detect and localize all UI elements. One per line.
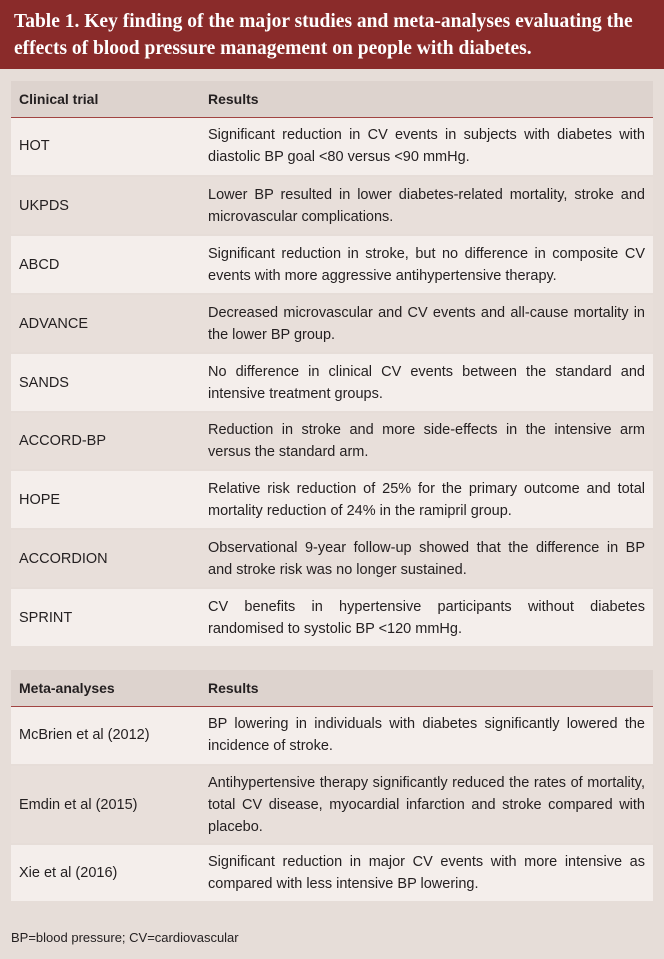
row-name-cell: SANDS: [11, 353, 200, 412]
table-row: [11, 529, 653, 588]
row-name-cell: ACCORD-BP: [11, 412, 200, 470]
row-name-cell: SPRINT: [11, 588, 200, 647]
row-result-cell: No difference in clinical CV events between the standard and intensive treatment groups.: [200, 353, 653, 412]
meta-analyses-table: [11, 670, 653, 903]
row-name-cell: HOPE: [11, 470, 200, 529]
clinical-trials-table: [11, 81, 653, 648]
column-header-clinical-trial: Clinical trial: [11, 81, 200, 117]
column-header-results: Results: [200, 81, 653, 117]
column-header-results: Results: [200, 670, 653, 706]
table-row: [11, 706, 653, 765]
table-row: [11, 294, 653, 353]
footnote: BP=blood pressure; CV=cardiovascular: [11, 930, 239, 945]
row-name-cell: McBrien et al (2012): [11, 706, 200, 765]
row-result-cell: CV benefits in hypertensive participants without diabetes randomised to systolic BP <120 mmHg.: [200, 588, 653, 647]
row-result-cell: Decreased microvascular and CV events and all-cause mortality in the lower BP group.: [200, 294, 653, 353]
table-header-row: [11, 81, 653, 117]
row-name-cell: Xie et al (2016): [11, 844, 200, 902]
clinical-trials-body: [11, 117, 653, 647]
row-result-cell: Reduction in stroke and more side-effects in the intensive arm versus the standard arm.: [200, 412, 653, 470]
row-name-cell: HOT: [11, 117, 200, 176]
row-name-cell: UKPDS: [11, 176, 200, 235]
row-name-cell: Emdin et al (2015): [11, 765, 200, 844]
table-row: [11, 353, 653, 412]
row-result-cell: Significant reduction in stroke, but no difference in composite CV events with more aggressive antihypertensive therapy.: [200, 235, 653, 294]
column-header-meta-analyses: Meta-analyses: [11, 670, 200, 706]
table-header-row: [11, 670, 653, 706]
row-name-cell: ACCORDION: [11, 529, 200, 588]
row-name-cell: ABCD: [11, 235, 200, 294]
table-row: [11, 844, 653, 902]
table-row: [11, 765, 653, 844]
meta-analyses-body: [11, 706, 653, 902]
row-name-cell: ADVANCE: [11, 294, 200, 353]
table-row: [11, 176, 653, 235]
row-result-cell: Antihypertensive therapy significantly reduced the rates of mortality, total CV disease, myocardial infarction and stroke compared with placebo.: [200, 765, 653, 844]
table-row: [11, 117, 653, 176]
table-row: [11, 235, 653, 294]
table-row: [11, 412, 653, 470]
row-result-cell: Significant reduction in CV events in subjects with diabetes with diastolic BP goal <80 versus <90 mmHg.: [200, 117, 653, 176]
row-result-cell: BP lowering in individuals with diabetes significantly lowered the incidence of stroke.: [200, 706, 653, 765]
table-title: Table 1. Key finding of the major studies and meta-analyses evaluating the effects of blood pressure management on people with diabetes.: [0, 0, 664, 69]
row-result-cell: Significant reduction in major CV events with more intensive as compared with less intensive BP lowering.: [200, 844, 653, 902]
table-row: [11, 470, 653, 529]
row-result-cell: Observational 9-year follow-up showed that the difference in BP and stroke risk was no longer sustained.: [200, 529, 653, 588]
table-row: [11, 588, 653, 647]
row-result-cell: Lower BP resulted in lower diabetes-related mortality, stroke and microvascular complications.: [200, 176, 653, 235]
row-result-cell: Relative risk reduction of 25% for the primary outcome and total mortality reduction of 24% in the ramipril group.: [200, 470, 653, 529]
